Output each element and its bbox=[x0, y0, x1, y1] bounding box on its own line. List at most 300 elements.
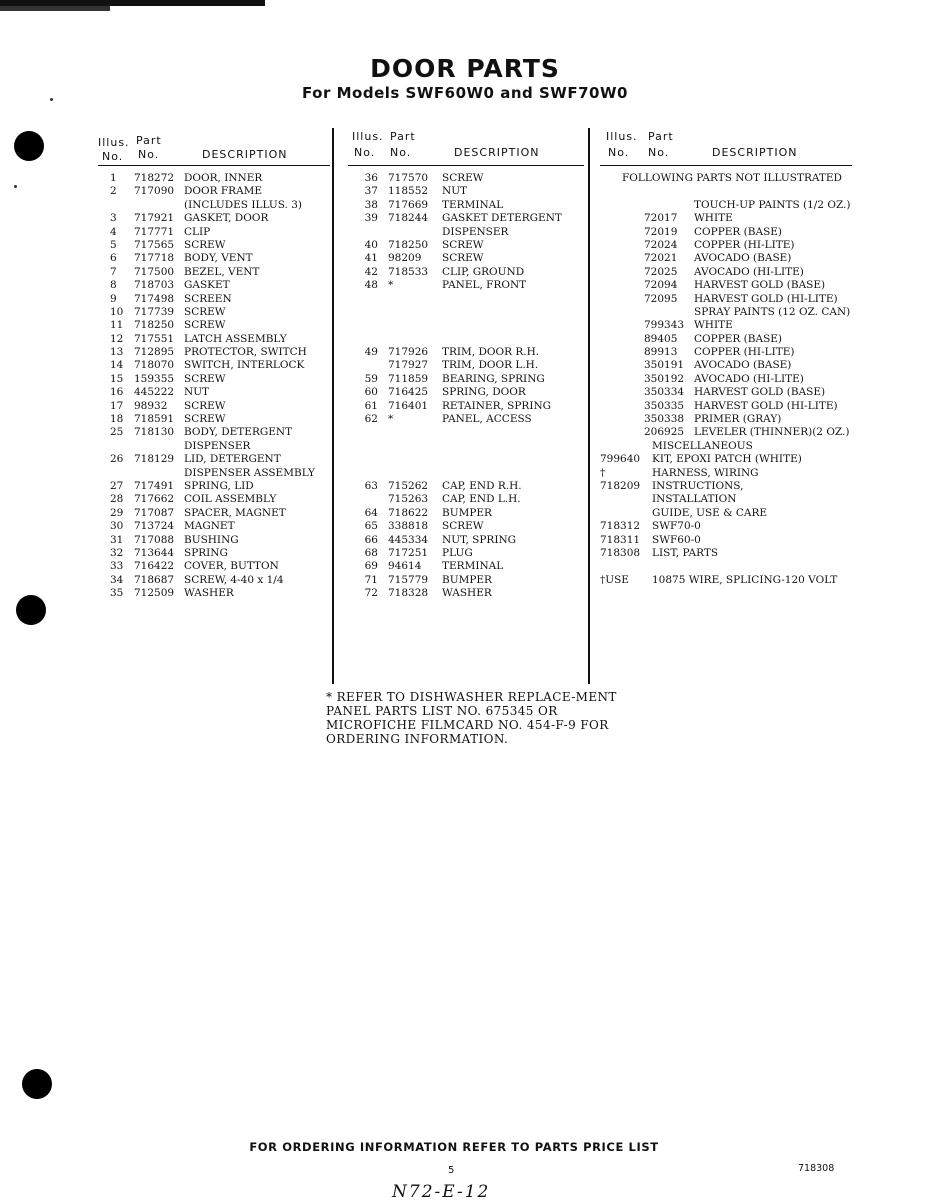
part-description: PROTECTOR, SWITCH bbox=[184, 346, 307, 359]
header-illus: Illus. bbox=[606, 130, 638, 143]
part-description: WHITE bbox=[694, 212, 733, 225]
part-description: HARVEST GOLD (BASE) bbox=[694, 279, 826, 292]
part-number: 72094 bbox=[644, 279, 678, 292]
page-subtitle: For Models SWF60W0 and SWF70W0 bbox=[302, 84, 628, 102]
illus-number: 9 bbox=[110, 292, 117, 305]
part-description: PLUG bbox=[442, 546, 473, 559]
parts-row bbox=[348, 319, 584, 332]
parts-row bbox=[600, 534, 852, 547]
parts-row bbox=[600, 493, 852, 506]
parts-row bbox=[98, 185, 330, 198]
part-description: SCREW bbox=[442, 520, 484, 533]
parts-row bbox=[600, 413, 852, 426]
illus-number: 12 bbox=[110, 332, 124, 345]
part-description: SCREW bbox=[442, 252, 484, 265]
part-description: SCREW bbox=[184, 413, 226, 426]
part-number: 118552 bbox=[388, 185, 429, 198]
illus-number: 49 bbox=[364, 346, 378, 359]
illus-number: 14 bbox=[110, 359, 124, 372]
part-number: 717739 bbox=[134, 305, 175, 318]
illus-number: 48 bbox=[364, 279, 378, 292]
illus-number: 5 bbox=[110, 238, 117, 251]
parts-row bbox=[98, 333, 330, 346]
parts-row bbox=[98, 279, 330, 292]
illus-number: 63 bbox=[364, 479, 378, 492]
header-illus: Illus. bbox=[352, 130, 384, 143]
part-description: CLIP bbox=[184, 225, 211, 238]
parts-row bbox=[600, 359, 852, 372]
part-number: 72095 bbox=[644, 292, 678, 305]
parts-row bbox=[600, 333, 852, 346]
parts-row bbox=[348, 293, 584, 306]
part-number: 717090 bbox=[134, 185, 175, 198]
parts-row bbox=[98, 534, 330, 547]
illus-number: 40 bbox=[364, 238, 378, 251]
part-description: LATCH ASSEMBLY bbox=[184, 332, 287, 345]
column-header bbox=[348, 128, 584, 166]
parts-row bbox=[600, 507, 852, 520]
illus-number: 4 bbox=[110, 225, 117, 238]
parts-row bbox=[98, 413, 330, 426]
parts-row bbox=[348, 373, 584, 386]
parts-row bbox=[348, 252, 584, 265]
part-description: TERMINAL bbox=[442, 198, 504, 211]
parts-row bbox=[348, 199, 584, 212]
parts-row bbox=[98, 359, 330, 372]
part-number: 717500 bbox=[134, 265, 175, 278]
part-number: 718312 bbox=[600, 520, 641, 533]
part-number: 350335 bbox=[644, 399, 685, 412]
illus-number: 17 bbox=[110, 399, 124, 412]
header-description: DESCRIPTION bbox=[712, 146, 798, 159]
parts-row bbox=[98, 507, 330, 520]
illus-number: 33 bbox=[110, 560, 124, 573]
part-number: 72017 bbox=[644, 212, 678, 225]
part-number: 350334 bbox=[644, 386, 685, 399]
part-number: 159355 bbox=[134, 372, 175, 385]
part-number: 94614 bbox=[388, 560, 422, 573]
header-part-no: No. bbox=[390, 146, 412, 159]
parts-row bbox=[348, 467, 584, 480]
part-description: CAP, END R.H. bbox=[442, 479, 522, 492]
column-divider bbox=[332, 128, 334, 684]
parts-row bbox=[348, 413, 584, 426]
illus-number: 71 bbox=[364, 573, 378, 586]
part-description: COPPER (HI-LITE) bbox=[694, 238, 795, 251]
parts-row bbox=[98, 440, 330, 453]
section-heading: FOLLOWING PARTS NOT ILLUSTRATED bbox=[622, 172, 842, 184]
parts-row bbox=[600, 440, 852, 453]
part-number: 717491 bbox=[134, 479, 175, 492]
illus-number: 27 bbox=[110, 479, 124, 492]
parts-row bbox=[348, 239, 584, 252]
parts-row bbox=[98, 547, 330, 560]
part-description: SCREW bbox=[184, 238, 226, 251]
part-description: COPPER (BASE) bbox=[694, 225, 783, 238]
part-number: 350192 bbox=[644, 372, 685, 385]
part-description: CAP, END L.H. bbox=[442, 493, 521, 506]
parts-row bbox=[600, 453, 852, 466]
part-number: 718533 bbox=[388, 265, 429, 278]
header-part-no: No. bbox=[138, 148, 160, 161]
parts-row bbox=[600, 226, 852, 239]
parts-row bbox=[600, 426, 852, 439]
part-description: HARNESS, WIRING bbox=[652, 466, 759, 479]
illus-number: 1 bbox=[110, 172, 117, 184]
part-description: TOUCH-UP PAINTS (1/2 OZ.) bbox=[694, 198, 851, 211]
part-description: GUIDE, USE & CARE bbox=[652, 506, 768, 519]
illus-number: 41 bbox=[364, 252, 378, 265]
part-number: 445222 bbox=[134, 386, 175, 399]
parts-row bbox=[98, 212, 330, 225]
part-description: DISPENSER ASSEMBLY bbox=[184, 466, 315, 479]
parts-row bbox=[600, 467, 852, 480]
illus-number: 18 bbox=[110, 413, 124, 426]
part-description: PRIMER (GRAY) bbox=[694, 413, 782, 426]
part-number: 338818 bbox=[388, 520, 429, 533]
part-number: 717551 bbox=[134, 332, 175, 345]
part-description: SCREW bbox=[442, 172, 484, 184]
illus-number: 42 bbox=[364, 265, 378, 278]
parts-column-1 bbox=[98, 128, 330, 601]
column-divider bbox=[588, 128, 590, 684]
part-description: CLIP, GROUND bbox=[442, 265, 525, 278]
part-description: SCREW bbox=[184, 305, 226, 318]
part-description: WHITE bbox=[694, 319, 733, 332]
part-description: LID, DETERGENT bbox=[184, 453, 281, 466]
part-description: SPACER, MAGNET bbox=[184, 506, 286, 519]
parts-row bbox=[98, 306, 330, 319]
parts-row bbox=[348, 212, 584, 225]
parts-row bbox=[98, 493, 330, 506]
punch-hole-top bbox=[14, 131, 44, 161]
part-number: 717718 bbox=[134, 252, 175, 265]
part-number: 717669 bbox=[388, 198, 429, 211]
part-number: 72021 bbox=[644, 252, 678, 265]
part-description: DISPENSER bbox=[184, 439, 251, 452]
parts-row bbox=[348, 574, 584, 587]
part-description: PANEL, FRONT bbox=[442, 279, 527, 292]
parts-row bbox=[348, 359, 584, 372]
part-number: 718130 bbox=[134, 426, 175, 439]
parts-row bbox=[98, 453, 330, 466]
illus-number: 26 bbox=[110, 453, 124, 466]
part-number: 718272 bbox=[134, 172, 175, 184]
part-description: SCREEN bbox=[184, 292, 232, 305]
part-number: 718209 bbox=[600, 479, 641, 492]
part-description: COPPER (BASE) bbox=[694, 332, 783, 345]
illus-number: 68 bbox=[364, 546, 378, 559]
illus-number: 15 bbox=[110, 372, 124, 385]
part-description: SCREW bbox=[184, 372, 226, 385]
parts-row bbox=[600, 239, 852, 252]
part-description: NUT, SPRING bbox=[442, 533, 517, 546]
illus-number: 59 bbox=[364, 372, 378, 385]
parts-row bbox=[98, 386, 330, 399]
illus-number: 11 bbox=[110, 319, 124, 332]
part-number: 89913 bbox=[644, 346, 678, 359]
illus-number: 60 bbox=[364, 386, 378, 399]
parts-row bbox=[348, 266, 584, 279]
part-description: SWITCH, INTERLOCK bbox=[184, 359, 305, 372]
header-part: Part bbox=[136, 134, 162, 147]
column-header bbox=[600, 128, 852, 166]
part-description: AVOCADO (BASE) bbox=[694, 252, 792, 265]
document-number: 718308 bbox=[798, 1163, 835, 1174]
illus-number: 31 bbox=[110, 533, 124, 546]
parts-row bbox=[348, 440, 584, 453]
part-description: SPRING bbox=[184, 546, 228, 559]
part-description: INSTRUCTIONS, bbox=[652, 479, 744, 492]
part-number: † bbox=[600, 466, 606, 479]
part-description: HARVEST GOLD (HI-LITE) bbox=[694, 399, 838, 412]
parts-row bbox=[348, 480, 584, 493]
parts-list bbox=[98, 172, 330, 601]
replacement-panel-note: * REFER TO DISHWASHER REPLACE-MENT PANEL PARTS LIST NO. 675345 OR MICROFICHE FILMCARD NO. 454-F-9 FOR ORDERING INFORMATION. bbox=[326, 690, 617, 746]
illus-number: 3 bbox=[110, 212, 117, 225]
part-description: AVOCADO (BASE) bbox=[694, 359, 792, 372]
part-number: 715779 bbox=[388, 573, 429, 586]
part-number: 713644 bbox=[134, 546, 175, 559]
part-number: 715263 bbox=[388, 493, 429, 506]
parts-row bbox=[348, 426, 584, 439]
parts-row bbox=[600, 319, 852, 332]
parts-row bbox=[98, 520, 330, 533]
parts-row bbox=[600, 373, 852, 386]
parts-row bbox=[98, 252, 330, 265]
parts-row bbox=[600, 346, 852, 359]
parts-row bbox=[98, 266, 330, 279]
part-number: 350338 bbox=[644, 413, 685, 426]
part-number: 716425 bbox=[388, 386, 429, 399]
parts-row bbox=[600, 520, 852, 533]
part-description: NUT bbox=[442, 185, 468, 198]
part-description: INSTALLATION bbox=[652, 493, 737, 506]
part-number: 718244 bbox=[388, 212, 429, 225]
part-description: HARVEST GOLD (BASE) bbox=[694, 386, 826, 399]
illus-number: 72 bbox=[364, 587, 378, 600]
parts-row bbox=[600, 306, 852, 319]
illus-number: 64 bbox=[364, 506, 378, 519]
header-no: No. bbox=[102, 150, 124, 163]
part-description: TRIM, DOOR L.H. bbox=[442, 359, 539, 372]
part-description: BUMPER bbox=[442, 573, 492, 586]
illus-number: 35 bbox=[110, 587, 124, 600]
parts-row bbox=[348, 346, 584, 359]
part-description: GASKET, DOOR bbox=[184, 212, 269, 225]
punch-hole-middle bbox=[16, 595, 46, 625]
part-description: WASHER bbox=[442, 587, 492, 600]
part-description: MISCELLANEOUS bbox=[652, 439, 753, 452]
header-part: Part bbox=[648, 130, 674, 143]
part-number: 98932 bbox=[134, 399, 168, 412]
part-description: BEZEL, VENT bbox=[184, 265, 260, 278]
part-number: 98209 bbox=[388, 252, 422, 265]
punch-hole-bottom bbox=[22, 1069, 52, 1099]
illus-number: 28 bbox=[110, 493, 124, 506]
ordering-footer: FOR ORDERING INFORMATION REFER TO PARTS PRICE LIST bbox=[249, 1140, 659, 1154]
part-number: 72024 bbox=[644, 238, 678, 251]
part-number: 718687 bbox=[134, 573, 175, 586]
part-description: (INCLUDES ILLUS. 3) bbox=[184, 198, 302, 211]
part-number: 713724 bbox=[134, 520, 175, 533]
part-description: SPRING, DOOR bbox=[442, 386, 526, 399]
part-description: HARVEST GOLD (HI-LITE) bbox=[694, 292, 838, 305]
part-description: DOOR, INNER bbox=[184, 172, 263, 184]
part-number: 72019 bbox=[644, 225, 678, 238]
parts-row bbox=[348, 185, 584, 198]
parts-row bbox=[98, 480, 330, 493]
illus-number: 25 bbox=[110, 426, 124, 439]
part-number: 717087 bbox=[134, 506, 175, 519]
parts-row bbox=[600, 199, 852, 212]
part-number: 716401 bbox=[388, 399, 429, 412]
part-description: KIT, EPOXI PATCH (WHITE) bbox=[652, 453, 802, 466]
parts-row bbox=[98, 199, 330, 212]
part-number: 72025 bbox=[644, 265, 678, 278]
parts-row bbox=[348, 333, 584, 346]
illus-number: 34 bbox=[110, 573, 124, 586]
part-number: 718703 bbox=[134, 279, 175, 292]
part-description: AVOCADO (HI-LITE) bbox=[694, 372, 804, 385]
header-part-no: No. bbox=[648, 146, 670, 159]
part-number: 715262 bbox=[388, 479, 429, 492]
parts-row bbox=[348, 493, 584, 506]
illus-number: 69 bbox=[364, 560, 378, 573]
part-description: SPRAY PAINTS (12 OZ. CAN) bbox=[694, 305, 851, 318]
part-number: * bbox=[388, 413, 394, 426]
part-number: 717251 bbox=[388, 546, 429, 559]
parts-row bbox=[348, 507, 584, 520]
part-number: 445334 bbox=[388, 533, 429, 546]
part-number: 718591 bbox=[134, 413, 175, 426]
part-number: 717570 bbox=[388, 172, 429, 184]
illus-number: 13 bbox=[110, 346, 124, 359]
part-description: LIST, PARTS bbox=[652, 546, 719, 559]
parts-row bbox=[98, 172, 330, 185]
parts-row bbox=[600, 400, 852, 413]
illus-number: 16 bbox=[110, 386, 124, 399]
header-part: Part bbox=[390, 130, 416, 143]
part-number: 718328 bbox=[388, 587, 429, 600]
column-header bbox=[98, 128, 330, 166]
part-number: 89405 bbox=[644, 332, 678, 345]
part-number: 799640 bbox=[600, 453, 641, 466]
part-number: 718070 bbox=[134, 359, 175, 372]
parts-row bbox=[98, 319, 330, 332]
part-description: TERMINAL bbox=[442, 560, 504, 573]
part-number: 717771 bbox=[134, 225, 175, 238]
part-description: BUMPER bbox=[442, 506, 492, 519]
illus-number: 8 bbox=[110, 279, 117, 292]
part-description: LEVELER (THINNER)(2 OZ.) bbox=[694, 426, 850, 439]
part-number: 717088 bbox=[134, 533, 175, 546]
parts-row bbox=[348, 226, 584, 239]
part-description: SWF70-0 bbox=[652, 520, 701, 533]
parts-row bbox=[348, 520, 584, 533]
part-description: TRIM, DOOR R.H. bbox=[442, 346, 540, 359]
parts-list bbox=[348, 172, 584, 601]
part-number: 718250 bbox=[134, 319, 175, 332]
part-number: 712895 bbox=[134, 346, 175, 359]
part-description: SCREW bbox=[184, 399, 226, 412]
parts-row bbox=[600, 252, 852, 265]
part-number: 717498 bbox=[134, 292, 175, 305]
parts-row bbox=[98, 574, 330, 587]
part-number: 718622 bbox=[388, 506, 429, 519]
part-description: BODY, DETERGENT bbox=[184, 426, 293, 439]
parts-row bbox=[600, 560, 852, 573]
parts-row bbox=[600, 172, 852, 185]
parts-row bbox=[348, 547, 584, 560]
parts-row bbox=[98, 587, 330, 600]
parts-row bbox=[98, 346, 330, 359]
illus-number: 30 bbox=[110, 520, 124, 533]
parts-row bbox=[600, 185, 852, 198]
illus-number: 32 bbox=[110, 546, 124, 559]
illus-number: 10 bbox=[110, 305, 124, 318]
part-description: DOOR FRAME bbox=[184, 185, 263, 198]
parts-row bbox=[98, 400, 330, 413]
parts-row bbox=[98, 226, 330, 239]
part-number: * bbox=[388, 279, 394, 292]
scan-speck bbox=[14, 185, 17, 188]
header-no: No. bbox=[354, 146, 376, 159]
header-description: DESCRIPTION bbox=[454, 146, 540, 159]
parts-row bbox=[348, 453, 584, 466]
part-description: GASKET bbox=[184, 279, 230, 292]
part-description: NUT bbox=[184, 386, 210, 399]
part-number: 718250 bbox=[388, 238, 429, 251]
header-description: DESCRIPTION bbox=[202, 148, 288, 161]
parts-list bbox=[600, 172, 852, 587]
parts-row bbox=[348, 400, 584, 413]
part-number: 717921 bbox=[134, 212, 175, 225]
illus-number: 37 bbox=[364, 185, 378, 198]
illus-number: 7 bbox=[110, 265, 117, 278]
parts-row bbox=[348, 534, 584, 547]
parts-row bbox=[98, 293, 330, 306]
parts-row bbox=[348, 306, 584, 319]
parts-row bbox=[600, 547, 852, 560]
part-description: MAGNET bbox=[184, 520, 235, 533]
part-description: 10875 WIRE, SPLICING-120 VOLT bbox=[652, 573, 838, 586]
scan-edge-bar-secondary bbox=[0, 6, 110, 11]
parts-row bbox=[348, 560, 584, 573]
part-description: BUSHING bbox=[184, 533, 239, 546]
part-number: 717662 bbox=[134, 493, 175, 506]
part-description: WASHER bbox=[184, 587, 234, 600]
part-description: COIL ASSEMBLY bbox=[184, 493, 277, 506]
part-description: SPRING, LID bbox=[184, 479, 254, 492]
part-number: 717565 bbox=[134, 238, 175, 251]
part-number: 711859 bbox=[388, 372, 429, 385]
parts-row bbox=[98, 239, 330, 252]
part-description: GASKET DETERGENT bbox=[442, 212, 562, 225]
part-description: BODY, VENT bbox=[184, 252, 253, 265]
parts-row bbox=[600, 212, 852, 225]
part-number: 206925 bbox=[644, 426, 685, 439]
parts-row bbox=[98, 560, 330, 573]
page-number: 5 bbox=[448, 1165, 455, 1176]
part-number: 718129 bbox=[134, 453, 175, 466]
part-description: SCREW, 4-40 x 1/4 bbox=[184, 573, 284, 586]
parts-row bbox=[600, 279, 852, 292]
parts-row bbox=[348, 587, 584, 600]
part-number: 716422 bbox=[134, 560, 175, 573]
header-illus: Illus. bbox=[98, 136, 130, 149]
part-description: DISPENSER bbox=[442, 225, 509, 238]
